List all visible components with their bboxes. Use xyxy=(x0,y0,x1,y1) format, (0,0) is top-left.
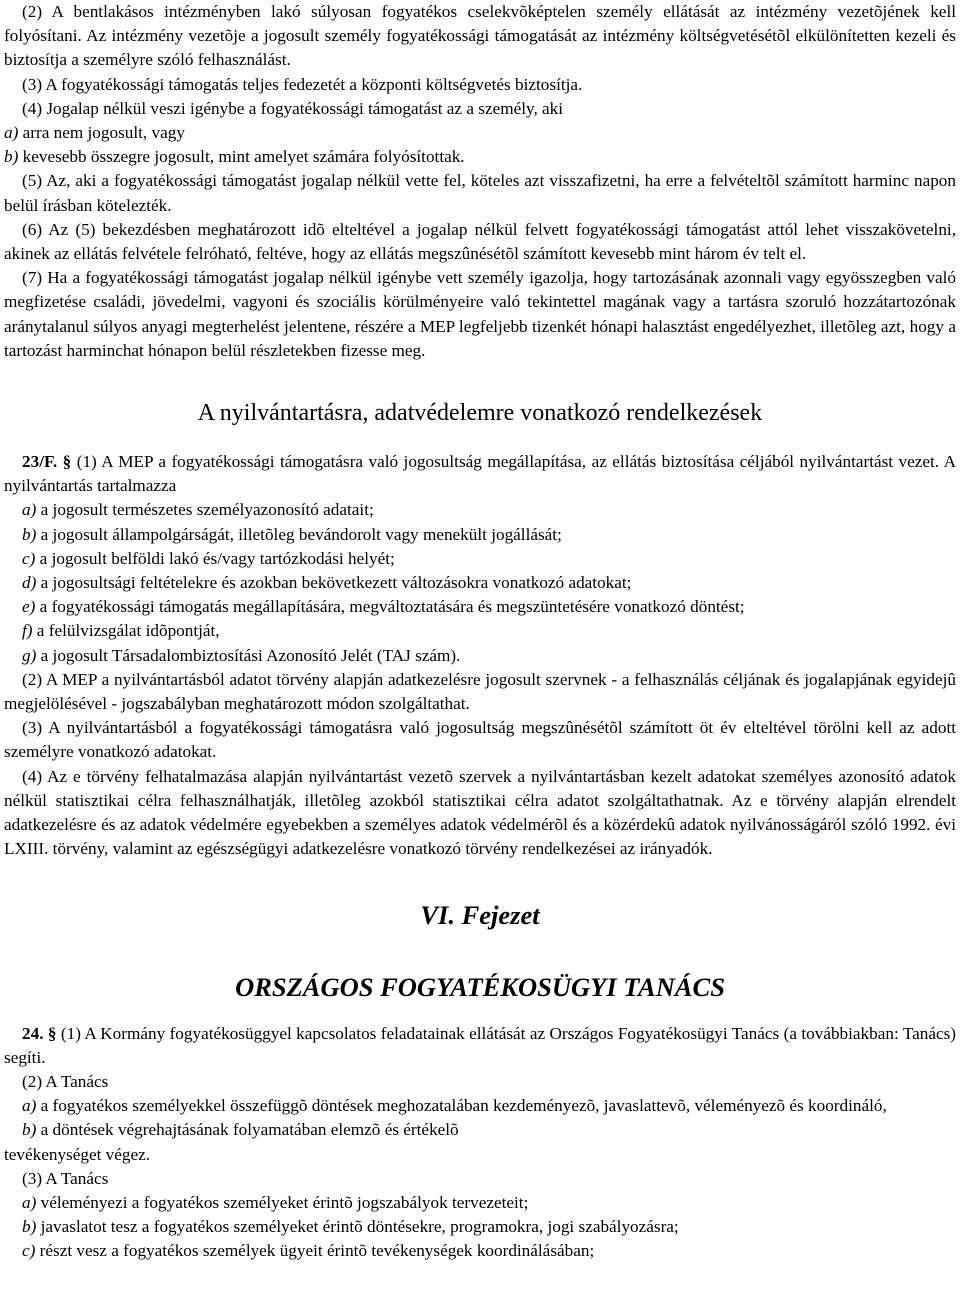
paragraph-text: (1) A MEP a fogyatékossági támogatásra való jogosultság megállapítása, az ellátás biztosítása céljából nyilvántartást vezet. A nyilvántartás tartalmazza xyxy=(4,452,957,496)
section-23f-paragraph-2: (2) A MEP a nyilvántartásból adatot törvény alapján adatkezelésre jogosult szervnek - a felhasználás céljának és jogalapjának egyidejû megjelölésével - jogszabályban meghatározott módon szolgáltathat. xyxy=(4,669,956,714)
paragraph-2: (2) A bentlakásos intézményben lakó súlyosan fogyatékos cselekvõképtelen személy ellátását az intézmény vezetõjének kell folyósítani. Az intézmény vezetõje a jogosult személy fogyatékossági támogatását az intézmény költségvetésétõl elkülönítetten kezeli és biztosítja a személyre szóló felhasználást. xyxy=(4,2,956,70)
paragraph-7: (7) Ha a fogyatékossági támogatást jogalap nélkül igénybe vett személy igazolja, hogy tartozásának azonnali vagy egyösszegben való megfizetése családi, jövedelmi, vagyoni és szociális körülményeire való tekintettel magának vagy a tartásra szoruló hozzátartozónak aránytalanul súlyos anyagi megterhelést jelentene, részére a MEP legfeljebb tizenkét hónapi halasztást engedélyezhet, illetõleg azt, hogy a tartozást harminchat hónapon belül részletekben fizesse meg. xyxy=(4,268,956,360)
item-text: a jogosult belföldi lakó és/vagy tartózkodási helyét; xyxy=(39,548,395,568)
item-marker: b) xyxy=(22,1217,37,1237)
item-marker: b) xyxy=(22,1120,37,1140)
section-symbol: § xyxy=(47,1023,57,1043)
section-heading: A nyilvántartásra, adatvédelemre vonatkozó rendelkezések xyxy=(197,400,763,427)
section-23f-paragraph-1 xyxy=(4,450,956,498)
list-item xyxy=(4,619,956,643)
item-text: arra nem jogosult, vagy xyxy=(22,123,185,143)
paragraph-5: (5) Az, aki a fogyatékossági támogatást jogalap nélkül vette fel, köteles azt visszafizetni, ha erre a felvételtõl számított harminc napon belül írásban kötelezték. xyxy=(4,171,956,215)
list-item xyxy=(4,523,956,547)
section-number: 24. xyxy=(22,1023,44,1043)
list-item xyxy=(4,145,956,169)
item-text: a jogosult Társadalombiztosítási Azonosító Jelét (TAJ szám). xyxy=(40,645,461,665)
list-item xyxy=(4,498,956,522)
section-24-list-3 xyxy=(4,1191,956,1264)
section-number: 23/F. xyxy=(22,452,58,472)
section-24-list-2 xyxy=(4,1094,956,1142)
item-text: a jogosultsági feltételekre és azokban bekövetkezett változásokra vonatkozó adatokat; xyxy=(40,573,632,593)
paragraph-3: (3) A fogyatékossági támogatás teljes fedezetét a központi költségvetés biztosítja. xyxy=(22,74,583,94)
item-text: javaslatot tesz a fogyatékos személyeket érintõ döntésekre, programokra, jogi szabályozásra; xyxy=(40,1217,679,1237)
paragraph-6: (6) Az (5) bekezdésben meghatározott idõ elteltével a jogalap nélkül felvett fogyatékossági támogatást attól lehet visszakövetelni, akinek az ellátás felvétele felróható, feltéve, hogy az ellátás megszûnésétõl számított kevesebb mint három év telt el. xyxy=(4,219,956,264)
list-item xyxy=(4,1239,956,1263)
item-marker: a) xyxy=(4,123,19,143)
section-24-paragraph-2: (2) A Tanács xyxy=(22,1071,109,1091)
item-text: a jogosult állampolgárságát, illetõleg bevándorolt vagy menekült jogállását; xyxy=(40,524,562,544)
list-item xyxy=(4,121,956,145)
list-item xyxy=(4,1118,956,1142)
section-23f-list xyxy=(4,498,956,667)
list-item xyxy=(4,1215,956,1239)
item-text: a fogyatékos személyekkel összefüggõ döntések meghozatalában kezdeményezõ, javaslattevõ, véleményezõ és koordináló, xyxy=(40,1096,887,1116)
item-text: a felülvizsgálat idõpontját, xyxy=(36,621,220,641)
item-marker: g) xyxy=(22,645,37,665)
item-text: a fogyatékossági támogatás megállapítására, megváltoztatására és megszüntetésére vonatkozó döntést; xyxy=(39,597,745,617)
item-marker: c) xyxy=(22,548,36,568)
section-23f-paragraph-3: (3) A nyilvántartásból a fogyatékossági támogatásra való jogosultság megszûnésétõl számított öt év elteltével törölni kell az adott személyre vonatkozó adatokat. xyxy=(4,718,956,762)
paragraph-4: (4) Jogalap nélkül veszi igénybe a fogyatékossági támogatást az a személy, aki xyxy=(22,98,564,118)
section-symbol: § xyxy=(62,452,72,472)
section-24-paragraph-3: (3) A Tanács xyxy=(22,1168,109,1188)
item-marker: e) xyxy=(22,597,36,617)
item-marker: a) xyxy=(22,500,37,520)
paragraph-text: (1) A Kormány fogyatékosüggyel kapcsolatos feladatainak ellátását az Országos Fogyatékosügyi Tanács (a továbbiakban: Tanács) segíti. xyxy=(4,1023,957,1067)
list-item xyxy=(4,1094,956,1118)
list-item xyxy=(4,547,956,571)
item-marker: b) xyxy=(4,147,19,167)
item-marker: a) xyxy=(22,1096,37,1116)
item-text: kevesebb összegre jogosult, mint amelyet számára folyósítottak. xyxy=(22,147,465,167)
item-marker: c) xyxy=(22,1241,36,1261)
item-marker: a) xyxy=(22,1192,37,1212)
item-text: a jogosult természetes személyazonosító adatait; xyxy=(40,500,374,520)
item-marker: b) xyxy=(22,524,37,544)
section-23f-paragraph-4: (4) Az e törvény felhatalmazása alapján nyilvántartást vezetõ szervek a nyilvántartásban kezelt adatokat személyes azonosító adatok nélkül statisztikai célra felhasználhatják, illetõleg azokból statisztikai célra adatot szolgáltathatnak. Az e törvény alapján elrendelt adatkezelésre és az adatok védelmére egyebekben a személyes adatok védelmérõl és a közérdekû adatok nyilvánosságáról szóló 1992. évi LXIII. törvény, valamint az egészségügyi adatkezelésre vonatkozó törvény rendelkezései az irányadók. xyxy=(4,766,956,859)
chapter-number: VI. Fejezet xyxy=(420,899,540,930)
section-24-paragraph-1 xyxy=(4,1022,956,1070)
continuation-text: tevékenységet végez. xyxy=(4,1144,151,1164)
item-text: részt vesz a fogyatékos személyek ügyeit érintõ tevékenységek koordinálásában; xyxy=(39,1241,595,1261)
list-item xyxy=(4,571,956,595)
list-item xyxy=(4,1191,956,1215)
item-text: a döntések végrehajtásának folyamatában elemzõ és értékelõ xyxy=(40,1120,459,1140)
list-item xyxy=(4,644,956,668)
item-marker: d) xyxy=(22,573,37,593)
list-item xyxy=(4,595,956,619)
item-text: véleményezi a fogyatékos személyeket érintõ jogszabályok tervezeteit; xyxy=(40,1192,529,1212)
chapter-title: ORSZÁGOS FOGYATÉKOSÜGYI TANÁCS xyxy=(235,971,725,1002)
item-marker: f) xyxy=(22,621,33,641)
